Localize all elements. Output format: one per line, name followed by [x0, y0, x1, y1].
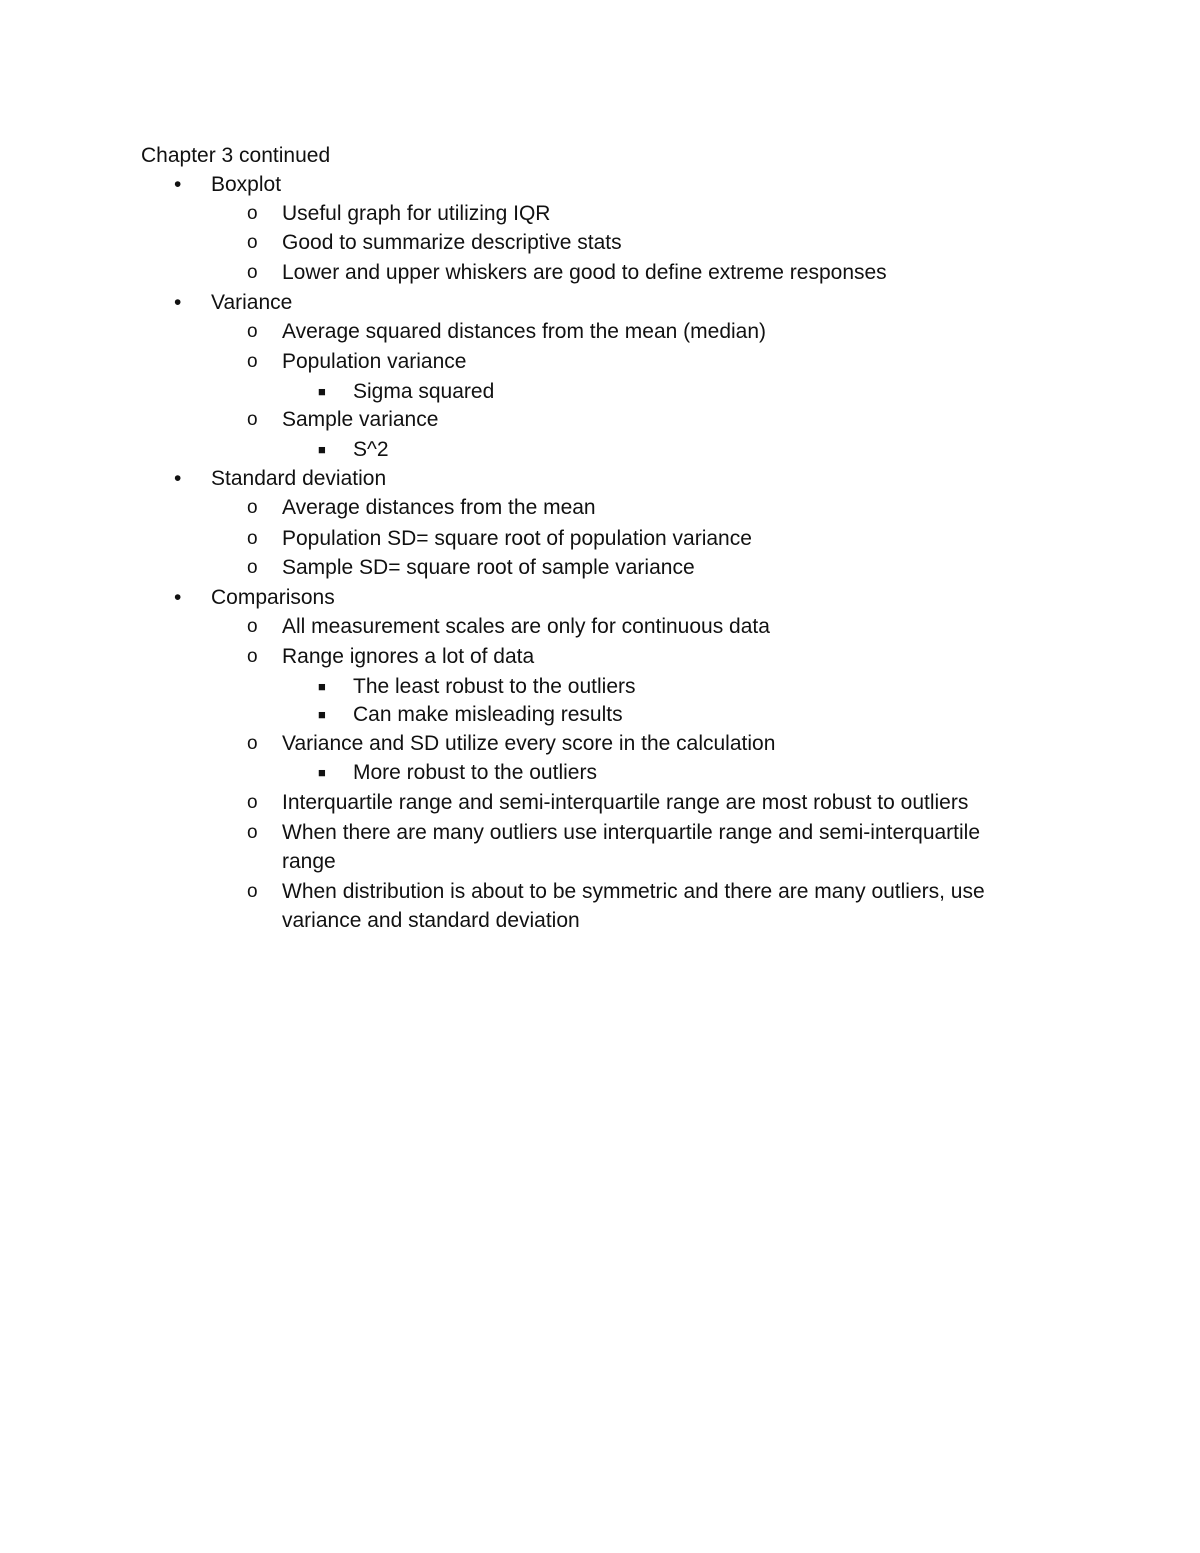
circle-bullet-icon: o — [247, 321, 258, 342]
list-item: Average squared distances from the mean (median) — [282, 320, 767, 343]
list-item: Lower and upper whiskers are good to define extreme responses — [282, 261, 887, 284]
circle-bullet-icon: o — [247, 646, 258, 667]
square-bullet-icon: ■ — [318, 679, 326, 694]
bullet-icon: • — [174, 173, 182, 196]
circle-bullet-icon: o — [247, 497, 258, 518]
list-item-continuation: range — [282, 850, 336, 873]
section-heading-comparisons: Comparisons — [211, 586, 335, 609]
list-item: Sample SD= square root of sample variance — [282, 556, 695, 579]
bullet-icon: • — [174, 586, 182, 609]
circle-bullet-icon: o — [247, 881, 258, 902]
circle-bullet-icon: o — [247, 616, 258, 637]
square-bullet-icon: ■ — [318, 765, 326, 780]
circle-bullet-icon: o — [247, 733, 258, 754]
list-item: Sample variance — [282, 408, 439, 431]
list-item: Interquartile range and semi-interquartile range are most robust to outliers — [282, 791, 969, 814]
bullet-icon: • — [174, 467, 182, 490]
circle-bullet-icon: o — [247, 792, 258, 813]
list-subitem: Sigma squared — [353, 380, 495, 403]
list-item: When distribution is about to be symmetric and there are many outliers, use — [282, 880, 985, 903]
list-subitem: Can make misleading results — [353, 703, 623, 726]
list-item: Good to summarize descriptive stats — [282, 231, 622, 254]
circle-bullet-icon: o — [247, 232, 258, 253]
list-item: Average distances from the mean — [282, 496, 596, 519]
list-item: All measurement scales are only for continuous data — [282, 615, 770, 638]
circle-bullet-icon: o — [247, 262, 258, 283]
list-subitem: S^2 — [353, 438, 389, 461]
list-item: Range ignores a lot of data — [282, 645, 535, 668]
section-heading-boxplot: Boxplot — [211, 173, 282, 196]
list-item: Population SD= square root of population variance — [282, 527, 752, 550]
list-subitem: The least robust to the outliers — [353, 675, 636, 698]
circle-bullet-icon: o — [247, 203, 258, 224]
square-bullet-icon: ■ — [318, 442, 326, 457]
square-bullet-icon: ■ — [318, 384, 326, 399]
list-item: Variance and SD utilize every score in the calculation — [282, 732, 776, 755]
section-heading-variance: Variance — [211, 291, 293, 314]
circle-bullet-icon: o — [247, 822, 258, 843]
list-subitem: More robust to the outliers — [353, 761, 597, 784]
list-item: Useful graph for utilizing IQR — [282, 202, 551, 225]
list-item: When there are many outliers use interquartile range and semi-interquartile — [282, 821, 981, 844]
bullet-icon: • — [174, 291, 182, 314]
circle-bullet-icon: o — [247, 409, 258, 430]
circle-bullet-icon: o — [247, 557, 258, 578]
section-heading-standard-deviation: Standard deviation — [211, 467, 387, 490]
square-bullet-icon: ■ — [318, 707, 326, 722]
page-title: Chapter 3 continued — [141, 144, 331, 167]
list-item-continuation: variance and standard deviation — [282, 909, 580, 932]
circle-bullet-icon: o — [247, 528, 258, 549]
list-item: Population variance — [282, 350, 467, 373]
circle-bullet-icon: o — [247, 351, 258, 372]
